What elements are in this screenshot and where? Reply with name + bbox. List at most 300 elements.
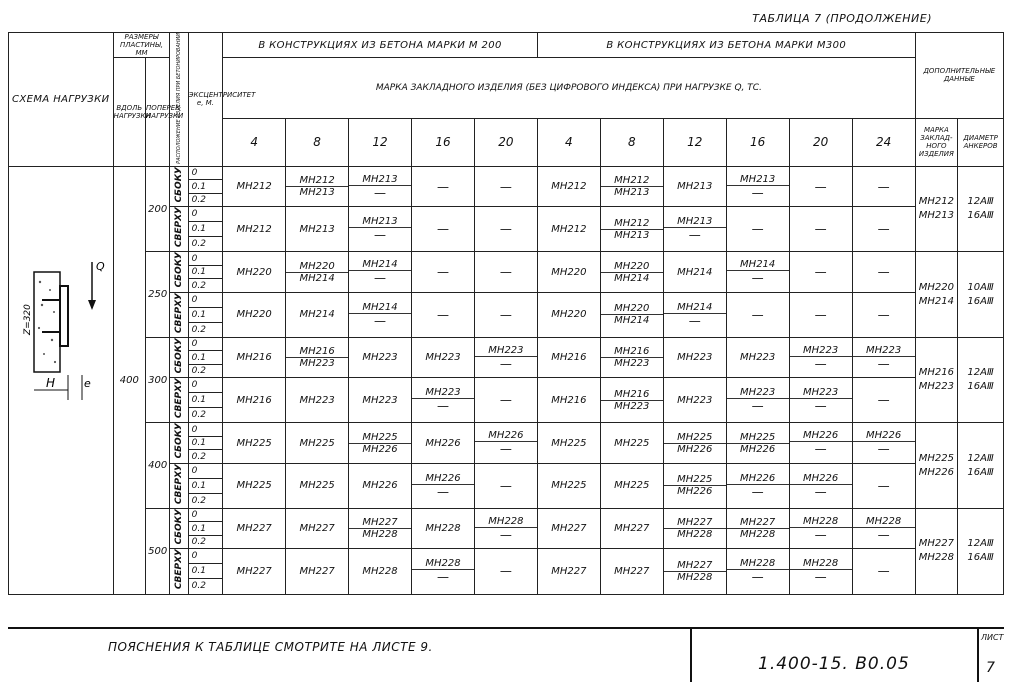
eccentricity-value: 0.2 [188,493,223,508]
brand-cell-m200 [412,423,475,463]
brand-cell-m300 [852,378,915,423]
brand-value: МН212 [236,181,272,193]
brand-cell-m300 [537,463,600,508]
eccentricity-value: 0.2 [188,193,223,206]
brand-value: МН223 [790,387,852,399]
brand-value: МН213 [614,187,650,199]
brand-cell-m200 [349,166,412,206]
brand-value: — [436,222,449,237]
plate-along-value: 400 [113,166,145,594]
load-col-m200-4: 4 [223,118,286,166]
load-scheme-diagram [22,250,112,420]
brand-code: МН227 [918,538,954,550]
location-label: СВЕРХУ [174,378,185,419]
header-additional: ДОПОЛНИТЕЛЬНЫЕ ДАННЫЕ [915,33,1003,119]
plate-across-value: 300 [146,337,170,423]
brand-value: МН223 [299,358,335,370]
location-label: СБОКУ [174,508,185,545]
anchor-diameter: 16АⅢ [967,466,994,478]
brand-value: — [877,564,890,579]
plate-across-value: 250 [146,252,170,338]
additional-brand [915,252,958,338]
brand-value: — [499,179,512,194]
brand-code: МН228 [918,552,954,564]
brand-cell-m200 [349,463,412,508]
brand-value: МН223 [677,394,713,406]
brand-value: — [374,228,387,243]
brand-code: МН214 [918,295,954,307]
eccentricity-value: 0.2 [188,364,223,377]
brand-value: МН227 [551,523,587,535]
brand-cell-m200 [223,508,286,548]
brand-value: МН220 [551,266,587,278]
brand-cell-m300 [789,463,852,508]
brand-value: МН227 [614,523,650,535]
plate-across-value: 500 [146,508,170,594]
brand-value: МН226 [677,443,713,455]
sheet-label: ЛИСТ [981,633,1004,642]
brand-value: МН223 [790,345,852,357]
brand-cell-m300 [852,292,915,337]
brand-cell-m200 [223,463,286,508]
location-cell [170,378,188,423]
brand-value: МН228 [790,516,852,528]
eccentricity-value: 0 [188,166,223,179]
brand-value: МН214 [299,272,335,284]
load-col-m300-12: 12 [663,118,726,166]
brand-cell-m300 [789,337,852,377]
brand-cell-m200 [349,252,412,292]
brand-value: МН223 [362,394,398,406]
plate-across-value: 200 [146,166,170,252]
brand-cell-m300 [537,292,600,337]
brand-value: МН226 [475,430,537,442]
footer-strip [8,627,690,682]
brand-value: МН227 [727,517,789,529]
brand-cell-m300 [663,378,726,423]
load-col-m300-8: 8 [600,118,663,166]
brand-cell-m300 [663,549,726,594]
data-table [8,32,1004,595]
brand-value: МН216 [236,394,272,406]
brand-value: МН226 [677,486,713,498]
brand-value: МН227 [614,565,650,577]
additional-brand [915,423,958,509]
anchor-diameter: 12АⅢ [967,538,994,550]
brand-value: — [499,393,512,408]
brand-value: — [499,564,512,579]
additional-anchor [958,337,1004,423]
brand-cell-m200 [286,463,349,508]
brand-value: МН214 [614,272,650,284]
brand-cell-m200 [349,423,412,463]
brand-cell-m300 [537,207,600,252]
brand-value: МН214 [349,302,411,314]
brand-value: МН212 [601,175,663,187]
location-cell [170,508,188,548]
brand-value: МН228 [790,558,852,570]
brand-value: — [374,271,387,286]
brand-cell-m300 [852,337,915,377]
brand-value: МН212 [236,223,272,235]
header-brand-item: МАРКА ЗАКЛАД-НОГО ИЗДЕЛИЯ [915,118,958,166]
table-row [9,252,1004,265]
table-row [9,337,1004,350]
location-label: СБОКУ [174,423,185,459]
brand-cell-m200 [412,337,475,377]
wall-section [34,272,60,372]
brand-cell-m300 [537,378,600,423]
brand-cell-m300 [600,337,663,377]
eccentricity-value: 0.2 [188,322,223,337]
brand-cell-m300 [789,508,852,548]
brand-value: — [436,570,449,585]
brand-cell-m200 [286,252,349,292]
brand-cell-m200 [223,549,286,594]
brand-value: МН226 [727,473,789,485]
brand-value: МН228 [853,516,915,528]
brand-cell-m300 [663,166,726,206]
brand-code: МН213 [918,210,954,222]
location-label: СВЕРХУ [174,292,185,333]
header-along: ВДОЛЬ НАГРУЗКИ [113,58,145,167]
brand-cell-m200 [474,378,537,423]
brand-cell-m300 [600,207,663,252]
brand-cell-m300 [663,337,726,377]
brand-value: МН213 [677,181,713,193]
brand-cell-m300 [852,252,915,292]
brand-value: МН213 [727,174,789,186]
brand-value: МН225 [727,432,789,444]
brand-value: МН212 [551,223,587,235]
additional-anchor [958,252,1004,338]
brand-value: МН216 [601,389,663,401]
brand-cell-m200 [223,292,286,337]
location-cell [170,463,188,508]
brand-cell-m200 [474,166,537,206]
brand-cell-m200 [223,423,286,463]
brand-cell-m200 [286,207,349,252]
brand-cell-m200 [349,207,412,252]
brand-cell-m300 [852,207,915,252]
brand-value: МН223 [475,345,537,357]
load-arrowhead [88,300,96,310]
brand-value: МН223 [740,352,776,364]
brand-cell-m300 [600,463,663,508]
brand-cell-m200 [286,549,349,594]
brand-value: МН220 [551,309,587,321]
brand-value: — [688,228,701,243]
header-plate-dims: РАЗМЕРЫ ПЛАСТИНЫ, ММ [113,33,170,58]
brand-value: — [814,399,827,414]
brand-cell-m300 [663,423,726,463]
location-cell [170,166,188,206]
brand-value: МН220 [601,303,663,315]
brand-value: МН226 [362,480,398,492]
brand-value: — [499,307,512,322]
brand-value: МН212 [286,175,348,187]
location-label: СВЕРХУ [174,549,185,590]
brand-cell-m200 [223,337,286,377]
brand-cell-m200 [474,423,537,463]
brand-cell-m300 [726,423,789,463]
brand-cell-m200 [286,423,349,463]
eccentricity-value: 0 [188,337,223,350]
brand-cell-m200 [474,337,537,377]
brand-value: — [814,265,827,280]
header-brand-line: МАРКА ЗАКЛАДНОГО ИЗДЕЛИЯ (БЕЗ ЦИФРОВОГО ИНДЕКСА) ПРИ НАГРУЗКЕ Q, ТС. [223,58,915,119]
brand-value: МН220 [236,309,272,321]
brand-value: МН227 [299,565,335,577]
brand-value: — [877,393,890,408]
brand-value: — [751,399,764,414]
anchor-diameter: 16АⅢ [967,210,994,222]
brand-value: — [877,527,890,542]
brand-cell-m300 [852,549,915,594]
brand-cell-m200 [349,378,412,423]
brand-value: МН226 [853,430,915,442]
brand-value: МН220 [286,261,348,273]
brand-value: — [499,442,512,457]
brand-cell-m200 [412,508,475,548]
brand-cell-m200 [474,207,537,252]
load-col-m200-12: 12 [349,118,412,166]
eccentricity-value: 0 [188,423,223,436]
brand-value: МН216 [236,352,272,364]
brand-value: — [814,570,827,585]
brand-value: МН225 [236,480,272,492]
concrete-hatch [38,281,56,363]
eccentricity-value: 0 [188,549,223,564]
document-code: 1.400-15. В0.05 [758,654,910,674]
location-label: СВЕРХУ [174,463,185,504]
brand-value: МН227 [236,565,272,577]
load-col-m200-8: 8 [286,118,349,166]
brand-value: — [499,222,512,237]
table-row [9,423,1004,436]
brand-value: МН216 [551,394,587,406]
brand-value: МН223 [299,394,335,406]
brand-cell-m200 [286,337,349,377]
brand-value: МН214 [349,259,411,271]
location-label: СБОКУ [174,166,185,203]
brand-value: МН214 [727,259,789,271]
brand-cell-m300 [726,166,789,206]
brand-cell-m300 [600,166,663,206]
brand-cell-m300 [789,378,852,423]
brand-cell-m200 [412,252,475,292]
brand-cell-m300 [726,378,789,423]
brand-value: МН228 [475,516,537,528]
brand-value: МН226 [425,437,461,449]
table-row [9,508,1004,521]
brand-cell-m200 [286,378,349,423]
brand-code: МН225 [918,452,954,464]
brand-value: МН223 [614,358,650,370]
brand-value: — [436,484,449,499]
eccentricity-value: 0 [188,207,223,222]
brand-value: — [436,265,449,280]
header-location: РАСПОЛОЖЕНИЕ ИЗДЕЛИЯ ПРИ БЕТОНИРОВАНИИ [170,33,188,167]
brand-cell-m300 [537,508,600,548]
anchor-diameter: 16АⅢ [967,552,994,564]
brand-cell-m200 [349,549,412,594]
location-cell [170,337,188,377]
brand-value: — [374,185,387,200]
brand-value: МН226 [740,443,776,455]
additional-brand [915,337,958,423]
brand-cell-m200 [412,166,475,206]
brand-value: МН225 [614,480,650,492]
brand-value: МН226 [412,473,474,485]
brand-value: — [814,356,827,371]
brand-cell-m200 [223,378,286,423]
header-eccentricity: ЭКСЦЕНТРИСИТЕТ е, М. [188,33,223,167]
brand-cell-m200 [412,292,475,337]
additional-anchor [958,423,1004,509]
brand-cell-m300 [726,549,789,594]
brand-value: МН228 [425,523,461,535]
brand-cell-m300 [537,423,600,463]
brand-cell-m300 [600,549,663,594]
additional-anchor [958,508,1004,594]
brand-value: — [877,222,890,237]
brand-cell-m300 [726,207,789,252]
brand-value: МН212 [551,181,587,193]
brand-value: МН213 [349,216,411,228]
load-col-m300-4: 4 [537,118,600,166]
eccentricity-value: 0.1 [188,436,223,449]
brand-cell-m300 [789,292,852,337]
brand-cell-m200 [349,337,412,377]
brand-value: МН223 [425,352,461,364]
header-m200: В КОНСТРУКЦИЯХ ИЗ БЕТОНА МАРКИ М 200 [223,33,538,58]
brand-value: МН225 [551,437,587,449]
brand-cell-m300 [600,508,663,548]
brand-cell-m200 [474,252,537,292]
eccentricity-value: 0.2 [188,450,223,463]
anchor-diameter: 10АⅢ [967,281,994,293]
brand-cell-m300 [663,252,726,292]
brand-value: МН214 [664,302,726,314]
brand-cell-m300 [726,252,789,292]
brand-cell-m200 [474,463,537,508]
anchor-diameter: 12АⅢ [967,452,994,464]
brand-value: МН225 [299,480,335,492]
brand-cell-m200 [223,207,286,252]
brand-value: МН225 [614,437,650,449]
anchor-diameter: 16АⅢ [967,381,994,393]
brand-cell-m200 [474,549,537,594]
brand-value: МН225 [349,432,411,444]
brand-value: МН228 [727,558,789,570]
h-label: H [46,376,56,390]
brand-value: — [814,484,827,499]
brand-cell-m300 [663,463,726,508]
brand-value: МН227 [299,523,335,535]
brand-cell-m300 [789,423,852,463]
brand-cell-m300 [852,508,915,548]
brand-value: МН228 [362,565,398,577]
brand-cell-m200 [223,252,286,292]
brand-cell-m300 [663,207,726,252]
brand-cell-m300 [663,292,726,337]
brand-cell-m200 [286,166,349,206]
brand-value: МН220 [601,261,663,273]
brand-value: МН213 [664,216,726,228]
location-label: СВЕРХУ [174,207,185,248]
brand-value: — [814,222,827,237]
eccentricity-value: 0 [188,292,223,307]
location-cell [170,252,188,292]
eccentricity-value: 0.1 [188,564,223,579]
eccentricity-value: 0.1 [188,307,223,322]
brand-cell-m300 [600,252,663,292]
load-col-m300-24: 24 [852,118,915,166]
brand-value: — [877,442,890,457]
brand-value: — [499,478,512,493]
brand-value: — [814,179,827,194]
brand-cell-m200 [412,463,475,508]
brand-value: — [436,399,449,414]
brand-cell-m200 [286,508,349,548]
brand-value: — [751,271,764,286]
brand-value: МН223 [677,352,713,364]
header-anchor-diam: ДИАМЕТР АНКЕРОВ [958,118,1004,166]
brand-cell-m300 [726,508,789,548]
brand-value: — [814,307,827,322]
brand-value: — [814,442,827,457]
brand-cell-m300 [726,292,789,337]
brand-value: МН225 [299,437,335,449]
brand-cell-m300 [726,337,789,377]
location-cell [170,292,188,337]
brand-cell-m300 [789,207,852,252]
brand-value: МН228 [740,529,776,541]
brand-value: МН227 [664,560,726,572]
brand-cell-m300 [537,252,600,292]
brand-code: МН223 [918,381,954,393]
load-col-m200-16: 16 [412,118,475,166]
brand-value: МН223 [727,387,789,399]
e-label: e [84,377,91,390]
brand-cell-m200 [412,378,475,423]
brand-cell-m300 [789,549,852,594]
brand-value: МН213 [299,187,335,199]
anchor-diameter: 12АⅢ [967,196,994,208]
brand-value: — [877,478,890,493]
brand-value: МН227 [236,523,272,535]
brand-value: МН225 [664,432,726,444]
header-across: ПОПЕРЕК НАГРУЗКИ [146,58,170,167]
eccentricity-value: 0.1 [188,351,223,364]
brand-value: МН223 [614,400,650,412]
anchor-diameter: 12АⅢ [967,367,994,379]
brand-value: — [499,527,512,542]
additional-brand [915,508,958,594]
location-label: СБОКУ [174,337,185,374]
brand-cell-m200 [349,292,412,337]
additional-anchor [958,166,1004,252]
brand-value: — [877,356,890,371]
eccentricity-value: 0 [188,463,223,478]
brand-cell-m300 [852,166,915,206]
brand-cell-m300 [600,292,663,337]
brand-value: — [751,185,764,200]
location-label: СБОКУ [174,252,185,288]
brand-cell-m300 [789,166,852,206]
eccentricity-value: 0.2 [188,579,223,594]
